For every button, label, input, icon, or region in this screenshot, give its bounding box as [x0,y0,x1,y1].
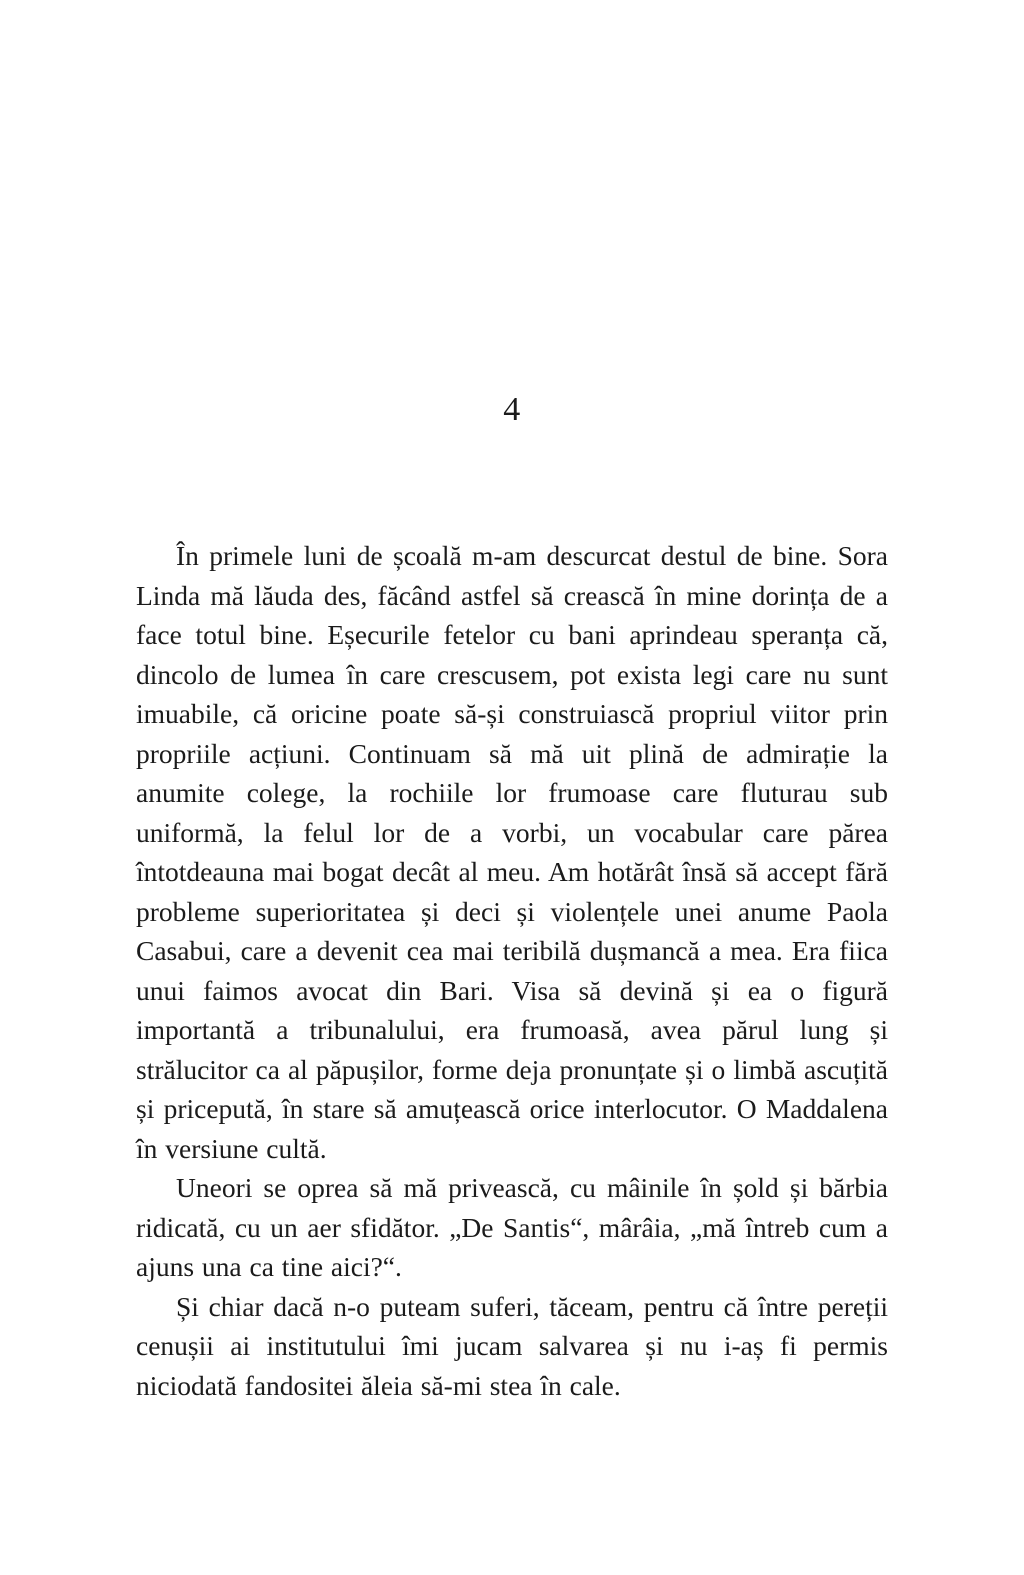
paragraph: În primele luni de școală m-am descurcat destul de bine. Sora Linda mă lăuda des, făcând astfel să crească în mine dorința de a face totul bine. Eșecurile fetelor cu bani aprindeau speranța că, dincolo de lumea în care crescusem, pot exista legi care nu sunt imuabile, că oricine poate să-și construiască propriul viitor prin propriile acțiuni. Continuam să mă uit plină de admirație la anumite colege, la rochiile lor frumoase care fluturau sub uniformă, la felul lor de a vorbi, un vocabular care părea întotdeauna mai bogat decât al meu. Am hotărât însă să accept fără probleme superioritatea și deci și violențele unei anume Paola Casabui, care a devenit cea mai teribilă dușmancă a mea. Era fiica unui faimos avocat din Bari. Visa să devină și ea o figură importantă a tribunalului, era frumoasă, avea părul lung și strălucitor ca al păpușilor, forme deja pronunțate și o limbă ascuțită și pricepută, în stare să amuțească orice interlocutor. O Maddalena în versiune cultă. [136,540,888,1164]
paragraph: Uneori se oprea să mă privească, cu mâinile în șold și bărbia ridicată, cu un aer sfidător. „De Santis“, mârâia, „mă întreb cum a ajuns una ca tine aici?“. [136,1172,888,1282]
paragraph: Și chiar dacă n-o puteam suferi, tăceam, pentru că între pereții cenușii ai institutului îmi jucam salvarea și nu i-aș fi permis niciodată fandositei ăleia să-mi stea în cale. [136,1290,888,1401]
chapter-text-block [136,536,888,1405]
chapter-number: 4 [503,391,521,428]
